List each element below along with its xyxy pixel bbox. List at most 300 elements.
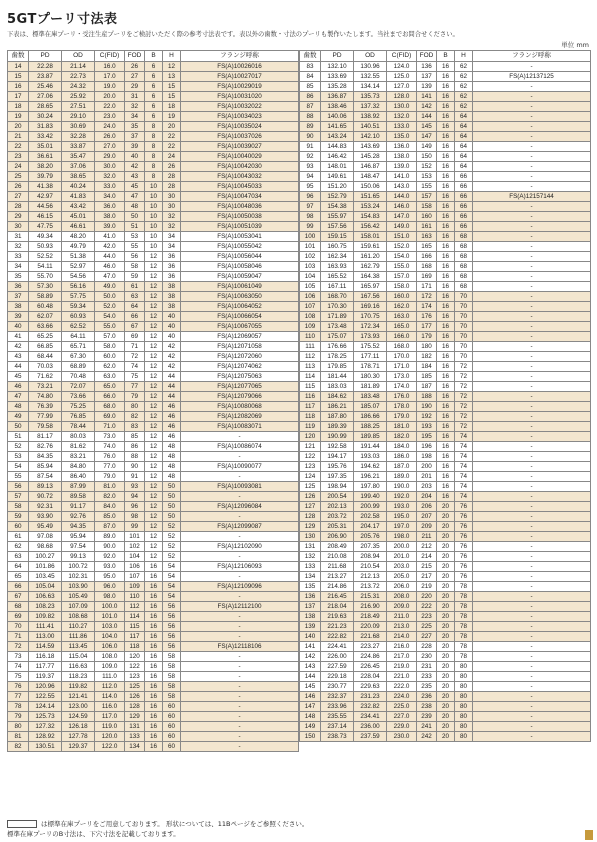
cell-b: 16 bbox=[437, 182, 455, 192]
cell-teeth: 38 bbox=[8, 302, 29, 312]
cell-b: 10 bbox=[145, 182, 163, 192]
cell-fod: 59 bbox=[125, 272, 145, 282]
cell-teeth: 132 bbox=[300, 552, 321, 562]
cell-od: 229.63 bbox=[354, 682, 387, 692]
cell-b: 20 bbox=[437, 642, 455, 652]
cell-h: 80 bbox=[455, 732, 473, 742]
table-header-row bbox=[8, 51, 299, 62]
cell-c-fid: 154.0 bbox=[387, 252, 417, 262]
cell-pd: 232.37 bbox=[321, 692, 354, 702]
cell-fod: 145 bbox=[417, 122, 437, 132]
cell-teeth: 56 bbox=[8, 482, 29, 492]
cell-c-fid: 143.0 bbox=[387, 182, 417, 192]
cell-b: 12 bbox=[145, 402, 163, 412]
table-row bbox=[8, 332, 299, 342]
cell-flange: - bbox=[181, 512, 299, 522]
table-row bbox=[300, 712, 591, 722]
cell-b: 8 bbox=[145, 132, 163, 142]
cell-fod: 99 bbox=[125, 522, 145, 532]
cell-b: 12 bbox=[145, 432, 163, 442]
cell-fod: 77 bbox=[125, 382, 145, 392]
cell-c-fid: 17.0 bbox=[95, 72, 125, 82]
cell-c-fid: 216.0 bbox=[387, 642, 417, 652]
cell-flange: - bbox=[473, 242, 591, 252]
cell-flange: - bbox=[473, 602, 591, 612]
cell-c-fid: 52.0 bbox=[95, 302, 125, 312]
cell-h: 66 bbox=[455, 202, 473, 212]
cell-c-fid: 225.0 bbox=[387, 702, 417, 712]
cell-od: 191.44 bbox=[354, 442, 387, 452]
cell-pd: 77.99 bbox=[29, 412, 62, 422]
cell-b: 16 bbox=[437, 462, 455, 472]
table-row bbox=[8, 102, 299, 112]
cell-flange: - bbox=[181, 492, 299, 502]
cell-b: 20 bbox=[437, 522, 455, 532]
cell-fod: 200 bbox=[417, 462, 437, 472]
cell-od: 62.52 bbox=[62, 322, 95, 332]
cell-teeth: 106 bbox=[300, 292, 321, 302]
cell-c-fid: 24.0 bbox=[95, 122, 125, 132]
cell-flange: FS(A)10045033 bbox=[181, 182, 299, 192]
cell-pd: 84.35 bbox=[29, 452, 62, 462]
cell-h: 34 bbox=[163, 232, 181, 242]
cell-od: 70.48 bbox=[62, 372, 95, 382]
cell-h: 44 bbox=[163, 392, 181, 402]
cell-c-fid: 120.0 bbox=[95, 732, 125, 742]
cell-flange: - bbox=[181, 692, 299, 702]
cell-fod: 96 bbox=[125, 502, 145, 512]
table-row bbox=[8, 672, 299, 682]
cell-h: 42 bbox=[163, 342, 181, 352]
cell-fod: 42 bbox=[125, 162, 145, 172]
table-row bbox=[8, 692, 299, 702]
cell-b: 16 bbox=[437, 132, 455, 142]
cell-c-fid: 68.0 bbox=[95, 402, 125, 412]
cell-c-fid: 211.0 bbox=[387, 612, 417, 622]
cell-flange: FS(A)12137125 bbox=[473, 72, 591, 82]
cell-teeth: 42 bbox=[8, 342, 29, 352]
cell-fod: 45 bbox=[125, 182, 145, 192]
cell-fod: 75 bbox=[125, 372, 145, 382]
cell-b: 10 bbox=[145, 202, 163, 212]
cell-fod: 26 bbox=[125, 62, 145, 72]
cell-teeth: 100 bbox=[300, 232, 321, 242]
cell-pd: 71.62 bbox=[29, 372, 62, 382]
cell-fod: 118 bbox=[125, 642, 145, 652]
cell-pd: 218.04 bbox=[321, 602, 354, 612]
cell-h: 74 bbox=[455, 492, 473, 502]
table-row bbox=[300, 632, 591, 642]
cell-h: 56 bbox=[163, 602, 181, 612]
cell-pd: 144.83 bbox=[321, 142, 354, 152]
cell-c-fid: 229.0 bbox=[387, 722, 417, 732]
table-row bbox=[8, 202, 299, 212]
cell-b: 16 bbox=[437, 362, 455, 372]
cell-b: 12 bbox=[145, 392, 163, 402]
cell-flange: - bbox=[473, 632, 591, 642]
cell-fod: 241 bbox=[417, 722, 437, 732]
cell-fod: 201 bbox=[417, 472, 437, 482]
cell-h: 54 bbox=[163, 592, 181, 602]
cell-fod: 134 bbox=[125, 742, 145, 752]
cell-flange: FS(A)12069057 bbox=[181, 332, 299, 342]
table-row bbox=[300, 722, 591, 732]
cell-fod: 153 bbox=[417, 172, 437, 182]
cell-h: 52 bbox=[163, 522, 181, 532]
cell-fod: 114 bbox=[125, 612, 145, 622]
cell-pd: 140.06 bbox=[321, 112, 354, 122]
cell-c-fid: 30.0 bbox=[95, 162, 125, 172]
cell-c-fid: 33.0 bbox=[95, 182, 125, 192]
cell-od: 115.04 bbox=[62, 652, 95, 662]
table-row bbox=[8, 242, 299, 252]
cell-h: 80 bbox=[455, 692, 473, 702]
cell-b: 10 bbox=[145, 192, 163, 202]
table-row bbox=[300, 92, 591, 102]
cell-h: 32 bbox=[163, 222, 181, 232]
table-row bbox=[300, 202, 591, 212]
cell-b: 16 bbox=[437, 192, 455, 202]
cell-c-fid: 50.0 bbox=[95, 292, 125, 302]
table-row bbox=[8, 292, 299, 302]
cell-flange: - bbox=[473, 272, 591, 282]
cell-h: 74 bbox=[455, 452, 473, 462]
cell-h: 66 bbox=[455, 182, 473, 192]
table-row bbox=[300, 302, 591, 312]
cell-fod: 107 bbox=[125, 572, 145, 582]
cell-b: 16 bbox=[437, 322, 455, 332]
table-row bbox=[8, 422, 299, 432]
cell-c-fid: 173.0 bbox=[387, 372, 417, 382]
cell-flange: FS(A)10064052 bbox=[181, 302, 299, 312]
cell-c-fid: 71.0 bbox=[95, 422, 125, 432]
cell-teeth: 131 bbox=[300, 542, 321, 552]
cell-fod: 152 bbox=[417, 162, 437, 172]
cell-h: 62 bbox=[455, 72, 473, 82]
cell-b: 12 bbox=[145, 342, 163, 352]
cell-od: 212.13 bbox=[354, 572, 387, 582]
cell-teeth: 29 bbox=[8, 212, 29, 222]
page-title: 5GTプーリ寸法表 bbox=[7, 12, 118, 27]
cell-pd: 160.75 bbox=[321, 242, 354, 252]
table-row bbox=[300, 522, 591, 532]
table-row bbox=[300, 352, 591, 362]
cell-c-fid: 213.0 bbox=[387, 622, 417, 632]
cell-b: 12 bbox=[145, 482, 163, 492]
cell-c-fid: 46.0 bbox=[95, 262, 125, 272]
cell-flange: FS(A)10063050 bbox=[181, 292, 299, 302]
cell-h: 60 bbox=[163, 732, 181, 742]
cell-teeth: 78 bbox=[8, 702, 29, 712]
cell-pd: 186.21 bbox=[321, 402, 354, 412]
cell-b: 16 bbox=[437, 272, 455, 282]
cell-fod: 223 bbox=[417, 612, 437, 622]
cell-flange: FS(A)12075063 bbox=[181, 372, 299, 382]
cell-pd: 157.56 bbox=[321, 222, 354, 232]
cell-pd: 171.89 bbox=[321, 312, 354, 322]
cell-c-fid: 116.0 bbox=[95, 702, 125, 712]
cell-teeth: 99 bbox=[300, 222, 321, 232]
cell-flange: - bbox=[473, 372, 591, 382]
table-row bbox=[8, 612, 299, 622]
cell-flange: - bbox=[181, 622, 299, 632]
cell-h: 34 bbox=[163, 242, 181, 252]
table-row bbox=[8, 252, 299, 262]
cell-od: 154.83 bbox=[354, 212, 387, 222]
cell-fod: 217 bbox=[417, 572, 437, 582]
cell-h: 76 bbox=[455, 542, 473, 552]
cell-pd: 168.70 bbox=[321, 292, 354, 302]
cell-od: 151.65 bbox=[354, 192, 387, 202]
cell-od: 80.03 bbox=[62, 432, 95, 442]
cell-b: 6 bbox=[145, 82, 163, 92]
cell-h: 50 bbox=[163, 492, 181, 502]
cell-od: 86.40 bbox=[62, 472, 95, 482]
cell-c-fid: 96.0 bbox=[95, 582, 125, 592]
cell-pd: 167.11 bbox=[321, 282, 354, 292]
cell-pd: 39.79 bbox=[29, 172, 62, 182]
table-row bbox=[300, 362, 591, 372]
cell-od: 132.55 bbox=[354, 72, 387, 82]
cell-pd: 119.37 bbox=[29, 672, 62, 682]
cell-c-fid: 146.0 bbox=[387, 202, 417, 212]
cell-teeth: 24 bbox=[8, 162, 29, 172]
cell-h: 36 bbox=[163, 252, 181, 262]
cell-fod: 128 bbox=[125, 702, 145, 712]
cell-flange: - bbox=[473, 472, 591, 482]
cell-b: 16 bbox=[145, 592, 163, 602]
cell-teeth: 117 bbox=[300, 402, 321, 412]
cell-h: 64 bbox=[455, 132, 473, 142]
table-row bbox=[8, 682, 299, 692]
cell-c-fid: 98.0 bbox=[95, 592, 125, 602]
cell-h: 36 bbox=[163, 272, 181, 282]
cell-h: 72 bbox=[455, 392, 473, 402]
cell-pd: 195.76 bbox=[321, 462, 354, 472]
cell-pd: 87.54 bbox=[29, 472, 62, 482]
table-row bbox=[300, 732, 591, 742]
cell-pd: 189.39 bbox=[321, 422, 354, 432]
cell-b: 8 bbox=[145, 122, 163, 132]
cell-b: 6 bbox=[145, 62, 163, 72]
cell-b: 16 bbox=[437, 152, 455, 162]
header-od: OD bbox=[62, 51, 95, 62]
cell-b: 16 bbox=[437, 242, 455, 252]
cell-b: 16 bbox=[145, 612, 163, 622]
cell-pd: 97.08 bbox=[29, 532, 62, 542]
cell-b: 16 bbox=[437, 102, 455, 112]
cell-od: 67.30 bbox=[62, 352, 95, 362]
cell-b: 12 bbox=[145, 492, 163, 502]
cell-teeth: 91 bbox=[300, 142, 321, 152]
table-row bbox=[8, 392, 299, 402]
cell-od: 92.76 bbox=[62, 512, 95, 522]
cell-b: 16 bbox=[437, 392, 455, 402]
cell-pd: 226.00 bbox=[321, 652, 354, 662]
cell-od: 91.17 bbox=[62, 502, 95, 512]
table-row bbox=[300, 572, 591, 582]
cell-od: 172.34 bbox=[354, 322, 387, 332]
table-row bbox=[300, 662, 591, 672]
cell-h: 64 bbox=[455, 112, 473, 122]
table-row bbox=[300, 172, 591, 182]
cell-teeth: 138 bbox=[300, 612, 321, 622]
cell-c-fid: 217.0 bbox=[387, 652, 417, 662]
cell-od: 121.41 bbox=[62, 692, 95, 702]
cell-fod: 203 bbox=[417, 482, 437, 492]
cell-h: 68 bbox=[455, 272, 473, 282]
header-pd: PD bbox=[321, 51, 354, 62]
cell-pd: 230.77 bbox=[321, 682, 354, 692]
cell-teeth: 15 bbox=[8, 72, 29, 82]
cell-fod: 169 bbox=[417, 272, 437, 282]
cell-pd: 111.41 bbox=[29, 622, 62, 632]
table-row bbox=[300, 512, 591, 522]
cell-pd: 66.85 bbox=[29, 342, 62, 352]
cell-pd: 143.24 bbox=[321, 132, 354, 142]
table-row bbox=[8, 342, 299, 352]
cell-pd: 38.20 bbox=[29, 162, 62, 172]
cell-flange: - bbox=[473, 722, 591, 732]
cell-flange: - bbox=[473, 282, 591, 292]
cell-b: 16 bbox=[145, 692, 163, 702]
cell-b: 12 bbox=[145, 382, 163, 392]
cell-h: 52 bbox=[163, 532, 181, 542]
cell-pd: 173.48 bbox=[321, 322, 354, 332]
cell-flange: - bbox=[181, 572, 299, 582]
cell-b: 16 bbox=[437, 142, 455, 152]
cell-h: 80 bbox=[455, 662, 473, 672]
cell-teeth: 57 bbox=[8, 492, 29, 502]
cell-od: 218.49 bbox=[354, 612, 387, 622]
cell-b: 16 bbox=[437, 122, 455, 132]
cell-b: 20 bbox=[437, 702, 455, 712]
cell-od: 134.14 bbox=[354, 82, 387, 92]
cell-c-fid: 133.0 bbox=[387, 122, 417, 132]
cell-h: 70 bbox=[455, 312, 473, 322]
cell-od: 140.51 bbox=[354, 122, 387, 132]
cell-fod: 161 bbox=[417, 222, 437, 232]
cell-h: 58 bbox=[163, 662, 181, 672]
cell-fod: 115 bbox=[125, 622, 145, 632]
cell-flange: - bbox=[473, 292, 591, 302]
cell-b: 10 bbox=[145, 242, 163, 252]
cell-h: 44 bbox=[163, 372, 181, 382]
cell-pd: 190.99 bbox=[321, 432, 354, 442]
table-row bbox=[300, 292, 591, 302]
cell-fod: 209 bbox=[417, 522, 437, 532]
cell-h: 44 bbox=[163, 382, 181, 392]
cell-flange: - bbox=[473, 542, 591, 552]
cell-pd: 124.14 bbox=[29, 702, 62, 712]
cell-teeth: 103 bbox=[300, 262, 321, 272]
cell-pd: 163.93 bbox=[321, 262, 354, 272]
table-row bbox=[8, 322, 299, 332]
cell-flange: - bbox=[181, 452, 299, 462]
table-row bbox=[300, 472, 591, 482]
cell-h: 78 bbox=[455, 652, 473, 662]
cell-fod: 125 bbox=[125, 682, 145, 692]
cell-fod: 109 bbox=[125, 582, 145, 592]
cell-fod: 204 bbox=[417, 492, 437, 502]
cell-h: 68 bbox=[455, 282, 473, 292]
cell-h: 80 bbox=[455, 702, 473, 712]
cell-od: 75.25 bbox=[62, 402, 95, 412]
cell-flange: FS(A)10037026 bbox=[181, 132, 299, 142]
cell-h: 74 bbox=[455, 432, 473, 442]
cell-od: 159.61 bbox=[354, 242, 387, 252]
cell-flange: - bbox=[473, 172, 591, 182]
cell-od: 165.97 bbox=[354, 282, 387, 292]
cell-b: 16 bbox=[145, 602, 163, 612]
cell-fod: 219 bbox=[417, 582, 437, 592]
cell-c-fid: 149.0 bbox=[387, 222, 417, 232]
cell-od: 183.48 bbox=[354, 392, 387, 402]
cell-h: 68 bbox=[455, 232, 473, 242]
table-row bbox=[300, 162, 591, 172]
cell-od: 29.10 bbox=[62, 112, 95, 122]
cell-c-fid: 165.0 bbox=[387, 322, 417, 332]
cell-c-fid: 187.0 bbox=[387, 462, 417, 472]
cell-flange: - bbox=[473, 562, 591, 572]
cell-b: 12 bbox=[145, 532, 163, 542]
cell-od: 51.38 bbox=[62, 252, 95, 262]
cell-teeth: 112 bbox=[300, 352, 321, 362]
cell-b: 20 bbox=[437, 682, 455, 692]
cell-od: 116.63 bbox=[62, 662, 95, 672]
cell-fod: 31 bbox=[125, 92, 145, 102]
cell-h: 38 bbox=[163, 282, 181, 292]
cell-flange: - bbox=[473, 212, 591, 222]
cell-od: 59.34 bbox=[62, 302, 95, 312]
cell-od: 97.54 bbox=[62, 542, 95, 552]
cell-c-fid: 32.0 bbox=[95, 172, 125, 182]
table-row bbox=[8, 702, 299, 712]
cell-od: 188.25 bbox=[354, 422, 387, 432]
cell-flange: - bbox=[473, 702, 591, 712]
cell-teeth: 48 bbox=[8, 402, 29, 412]
cell-b: 20 bbox=[437, 572, 455, 582]
header-fod: FOD bbox=[125, 51, 145, 62]
cell-flange: FS(A)10026016 bbox=[181, 62, 299, 72]
cell-b: 20 bbox=[437, 652, 455, 662]
cell-od: 81.62 bbox=[62, 442, 95, 452]
cell-c-fid: 151.0 bbox=[387, 232, 417, 242]
cell-od: 123.00 bbox=[62, 702, 95, 712]
cell-b: 16 bbox=[145, 682, 163, 692]
cell-h: 46 bbox=[163, 402, 181, 412]
cell-flange: - bbox=[473, 492, 591, 502]
cell-flange: - bbox=[473, 342, 591, 352]
cell-flange: FS(A)12112100 bbox=[181, 602, 299, 612]
header-h: H bbox=[163, 51, 181, 62]
cell-pd: 103.45 bbox=[29, 572, 62, 582]
cell-flange: FS(A)10056044 bbox=[181, 252, 299, 262]
cell-flange: - bbox=[473, 652, 591, 662]
cell-flange: FS(A)10093081 bbox=[181, 482, 299, 492]
cell-fod: 182 bbox=[417, 352, 437, 362]
cell-od: 105.49 bbox=[62, 592, 95, 602]
cell-b: 16 bbox=[437, 342, 455, 352]
cell-c-fid: 135.0 bbox=[387, 132, 417, 142]
legend bbox=[7, 819, 308, 828]
cell-flange: - bbox=[473, 692, 591, 702]
cell-b: 12 bbox=[145, 472, 163, 482]
cell-od: 177.11 bbox=[354, 352, 387, 362]
pulley-table-right bbox=[299, 50, 591, 742]
cell-b: 12 bbox=[145, 272, 163, 282]
cell-b: 16 bbox=[437, 492, 455, 502]
